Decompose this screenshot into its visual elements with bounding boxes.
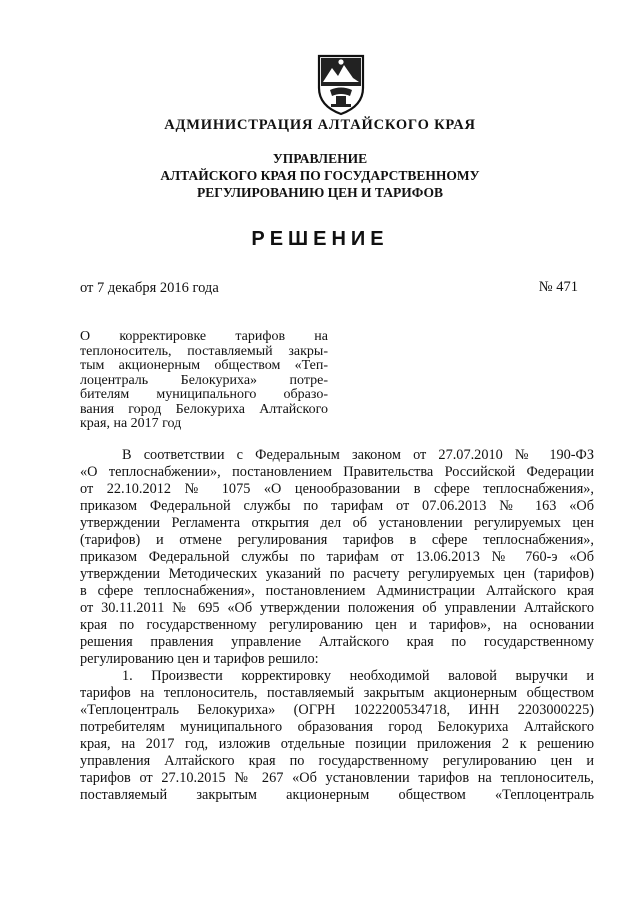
subject-line: О корректировке тарифов на	[80, 329, 328, 344]
subject-line: теплоноситель, поставляемый закры-	[80, 343, 328, 359]
subject-line: бителям муниципального образо-	[80, 387, 328, 402]
department-line: АЛТАЙСКОГО КРАЯ ПО ГОСУДАРСТВЕННОМУ	[160, 168, 480, 183]
body-line: тарифов от 27.10.2015 № 267 «Об установлении тарифов на теплоноситель,	[80, 770, 594, 786]
body-line: В соответствии с Федеральным законом от 27.07.2010 № 190-ФЗ	[122, 447, 594, 463]
body-line: приказом Федеральной службы по тарифам от 13.06.2013 № 760-э «Об	[80, 549, 594, 565]
document-body	[80, 447, 594, 804]
body-line: потребителям муниципального образования город Белокуриха Алтайского	[80, 719, 594, 735]
body-line: тарифов на теплоноситель, поставляемый закрытым акционерным обществом	[80, 685, 594, 701]
body-line: управления Алтайского края по государственному регулированию цен и	[80, 753, 594, 769]
subject-line: вания город Белокуриха Алтайского	[80, 401, 328, 417]
body-line: от 30.11.2011 № 695 «Об утверждении положения об управлении Алтайского	[80, 600, 594, 616]
body-line: края по государственному регулированию цен и тарифов», на основании	[80, 617, 594, 633]
document-title: РЕШЕНИЕ	[251, 228, 389, 250]
department-line: УПРАВЛЕНИЕ	[272, 151, 368, 166]
department-line: РЕГУЛИРОВАНИЮ ЦЕН И ТАРИФОВ	[196, 185, 444, 200]
body-line: решения правления управление Алтайского края по государственному	[80, 634, 594, 650]
subject-line: лоцентраль Белокуриха» потре-	[80, 372, 328, 388]
body-line: края, на 2017 год, изложив отдельные позиции приложения 2 к решению	[80, 736, 594, 752]
document-date: от 7 декабря 2016 года	[80, 280, 219, 296]
document-number: № 471	[538, 279, 578, 295]
document-subject	[80, 330, 328, 432]
subject-line: тым акционерным обществом «Теп-	[80, 358, 328, 373]
body-line: «Теплоцентраль Белокуриха» (ОГРН 1022200534718, ИНН 2203000225)	[80, 702, 594, 718]
department-name	[0, 150, 640, 201]
body-line: поставляемый закрытым акционерным обществом «Теплоцентраль	[80, 787, 594, 803]
body-line: «О теплоснабжении», постановлением Правительства Российской Федерации	[80, 464, 594, 480]
body-line: регулированию цен и тарифов решило:	[80, 651, 319, 667]
body-line: утверждении Методических указаний по расчету регулируемых цен (тарифов)	[80, 566, 594, 582]
body-line: приказом Федеральной службы по тарифам от 07.06.2013 № 163 «Об	[80, 498, 594, 514]
body-line: от 22.10.2012 № 1075 «О ценообразовании в сфере теплоснабжения»,	[80, 481, 594, 497]
body-line: 1. Произвести корректировку необходимой валовой выручки и	[122, 668, 594, 684]
subject-line: края, на 2017 год	[80, 416, 182, 431]
body-line: в сфере теплоснабжения», постановлением Администрации Алтайского края	[80, 583, 594, 599]
altai-krai-coat-of-arms-icon	[316, 52, 366, 116]
body-line: утверждении Регламента открытия дел об установлении регулируемых цен	[80, 515, 594, 531]
organization-name: АДМИНИСТРАЦИЯ АЛТАЙСКОГО КРАЯ	[164, 117, 476, 133]
body-line: (тарифов) и отмене регулирования тарифов в сфере теплоснабжения»,	[80, 532, 594, 548]
